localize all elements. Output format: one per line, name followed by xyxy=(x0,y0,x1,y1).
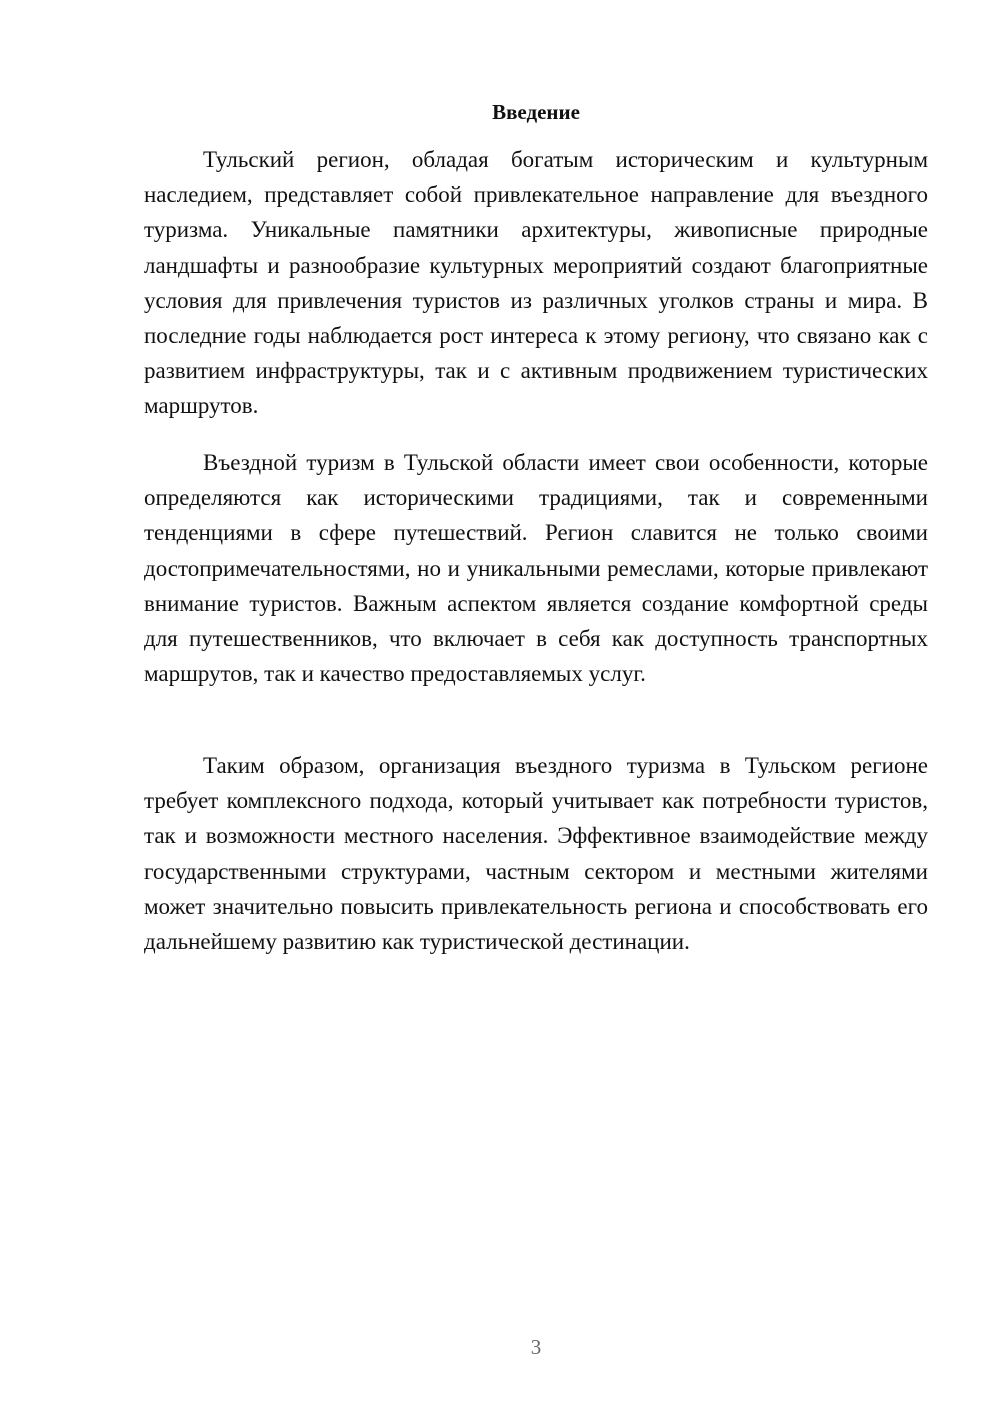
paragraph-1: Тульский регион, обладая богатым историческим и культурным наследием, представляет собой привлекательное направление для въездного туризма. Уникальные памятники архитектуры, живописные природные ландшафты и разнообразие культурных мероприятий создают благоприятные условия для привлечения туристов из различных уголков страны и мира. В последние годы наблюдается рост интереса к этому региону, что связано как с развитием инфраструктуры, так и с активным продвижением туристических маршрутов. xyxy=(144,147,928,419)
section-heading: Введение xyxy=(492,100,580,124)
paragraph-3: Таким образом, организация въездного туризма в Тульском регионе требует комплексного подхода, который учитывает как потребности туристов, так и возможности местного населения. Эффективное взаимодействие между государственными структурами, частным сектором и местными жителями может значительно повысить привлекательность региона и способствовать его дальнейшему развитию как туристической дестинации. xyxy=(144,753,928,955)
page-number: 3 xyxy=(530,1335,542,1359)
paragraph-2: Въездной туризм в Тульской области имеет свои особенности, которые определяются как историческими традициями, так и современными тенденциями в сфере путешествий. Регион славится не только своими достопримечательностями, но и уникальными ремеслами, которые привлекают внимание туристов. Важным аспектом является создание комфортной среды для путешественников, что включает в себя как доступность транспортных маршрутов, так и качество предоставляемых услуг. xyxy=(144,450,928,687)
